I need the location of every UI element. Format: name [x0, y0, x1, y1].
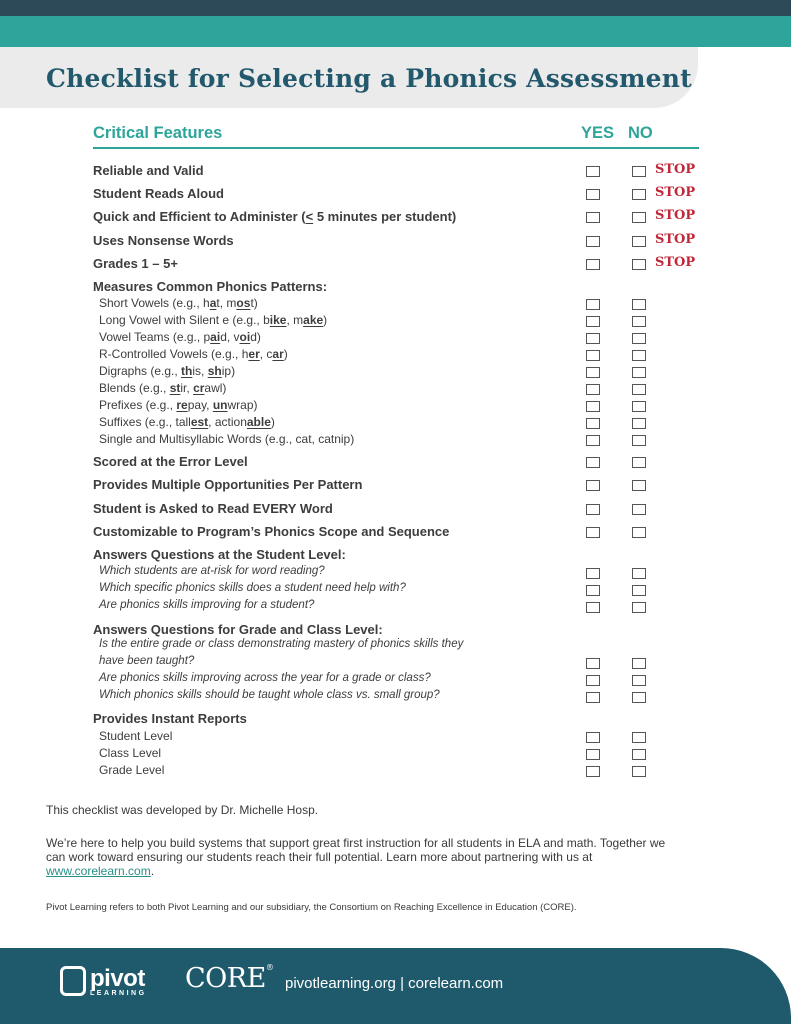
no-checkbox[interactable] — [632, 585, 646, 596]
yes-checkbox[interactable] — [586, 435, 600, 446]
question-label: Are phonics skills improving across the year for a grade or class? — [99, 672, 431, 684]
pattern-label: R-Controlled Vowels (e.g., her, car) — [99, 347, 288, 361]
no-checkbox[interactable] — [632, 480, 646, 491]
student-questions-heading: Answers Questions at the Student Level: — [93, 547, 346, 562]
no-checkbox[interactable] — [632, 166, 646, 177]
no-checkbox[interactable] — [632, 749, 646, 760]
yes-checkbox[interactable] — [586, 166, 600, 177]
feature-label: Scored at the Error Level — [93, 454, 248, 469]
pivot-wordmark: pivot — [90, 965, 145, 992]
stop-label: STOP — [655, 162, 696, 177]
pattern-label: Short Vowels (e.g., hat, most) — [99, 296, 258, 310]
top-band-teal — [0, 16, 791, 47]
no-checkbox[interactable] — [632, 189, 646, 200]
pattern-label: Vowel Teams (e.g., paid, void) — [99, 330, 261, 344]
pivot-mark-icon — [60, 966, 86, 996]
no-checkbox[interactable] — [632, 457, 646, 468]
yes-checkbox[interactable] — [586, 602, 600, 613]
yes-checkbox[interactable] — [586, 457, 600, 468]
no-checkbox[interactable] — [632, 367, 646, 378]
no-checkbox[interactable] — [632, 212, 646, 223]
yes-checkbox[interactable] — [586, 675, 600, 686]
question-label: Is the entire grade or class demonstrating mastery of phonics skills they — [99, 638, 464, 650]
no-checkbox[interactable] — [632, 602, 646, 613]
no-checkbox[interactable] — [632, 568, 646, 579]
yes-checkbox[interactable] — [586, 692, 600, 703]
yes-checkbox[interactable] — [586, 212, 600, 223]
yes-checkbox[interactable] — [586, 401, 600, 412]
yes-checkbox[interactable] — [586, 367, 600, 378]
pattern-label: Prefixes (e.g., repay, unwrap) — [99, 398, 258, 412]
critical-features-heading: Critical Features — [93, 124, 223, 142]
pattern-label: Suffixes (e.g., tallest, actionable) — [99, 415, 275, 429]
feature-label: Grades 1 – 5+ — [93, 256, 178, 271]
question-label: Which students are at-risk for word reading? — [99, 565, 325, 577]
yes-checkbox[interactable] — [586, 333, 600, 344]
feature-label: Student Reads Aloud — [93, 186, 224, 201]
no-checkbox[interactable] — [632, 675, 646, 686]
page-title: Checklist for Selecting a Phonics Assessment — [46, 64, 692, 93]
pattern-label: Long Vowel with Silent e (e.g., bike, make) — [99, 313, 328, 327]
help-paragraph — [46, 836, 736, 878]
no-checkbox[interactable] — [632, 732, 646, 743]
no-checkbox[interactable] — [632, 418, 646, 429]
help-line-1: We’re here to help you build systems that support great first instruction for all students in ELA and math. Together we — [46, 836, 666, 850]
no-checkbox[interactable] — [632, 299, 646, 310]
help-line-2: can work toward ensuring our students reach their full potential. Learn more about partnering with us at — [46, 850, 593, 864]
stop-label: STOP — [655, 232, 696, 247]
checklist — [93, 124, 699, 784]
yes-checkbox[interactable] — [586, 585, 600, 596]
footer-links[interactable]: pivotlearning.org | corelearn.com — [285, 975, 504, 992]
yes-checkbox[interactable] — [586, 766, 600, 777]
question-label: Which specific phonics skills does a student need help with? — [99, 582, 406, 594]
yes-checkbox[interactable] — [586, 316, 600, 327]
no-checkbox[interactable] — [632, 236, 646, 247]
no-checkbox[interactable] — [632, 435, 646, 446]
question-label: Which phonics skills should be taught whole class vs. small group? — [99, 689, 440, 701]
no-checkbox[interactable] — [632, 401, 646, 412]
yes-checkbox[interactable] — [586, 732, 600, 743]
developed-by-text: This checklist was developed by Dr. Michelle Hosp. — [46, 803, 319, 817]
yes-checkbox[interactable] — [586, 350, 600, 361]
header-rule — [93, 147, 699, 149]
no-checkbox[interactable] — [632, 527, 646, 538]
no-checkbox[interactable] — [632, 316, 646, 327]
yes-checkbox[interactable] — [586, 480, 600, 491]
feature-label: Quick and Efficient to Administer (< 5 minutes per student) — [93, 209, 457, 224]
no-checkbox[interactable] — [632, 333, 646, 344]
report-label: Grade Level — [99, 763, 165, 777]
pattern-label: Digraphs (e.g., this, ship) — [99, 364, 236, 378]
yes-checkbox[interactable] — [586, 384, 600, 395]
pivot-learning-logo — [60, 966, 160, 998]
stop-label: STOP — [655, 185, 696, 200]
yes-checkbox[interactable] — [586, 504, 600, 515]
yes-checkbox[interactable] — [586, 299, 600, 310]
help-line-3: www.corelearn.com. — [46, 864, 155, 878]
corelearn-link[interactable]: www.corelearn.com — [46, 864, 151, 878]
no-checkbox[interactable] — [632, 658, 646, 669]
core-logo: CORE® — [185, 963, 274, 994]
yes-column-heading: YES — [581, 124, 615, 142]
question-label: Are phonics skills improving for a student? — [99, 599, 315, 611]
no-checkbox[interactable] — [632, 259, 646, 270]
patterns-heading: Measures Common Phonics Patterns: — [93, 279, 328, 294]
feature-label: Customizable to Program’s Phonics Scope and Sequence — [93, 524, 450, 539]
yes-checkbox[interactable] — [586, 658, 600, 669]
yes-checkbox[interactable] — [586, 236, 600, 247]
no-checkbox[interactable] — [632, 766, 646, 777]
feature-label: Student is Asked to Read EVERY Word — [93, 501, 333, 516]
yes-checkbox[interactable] — [586, 568, 600, 579]
yes-checkbox[interactable] — [586, 749, 600, 760]
yes-checkbox[interactable] — [586, 527, 600, 538]
pattern-label: Blends (e.g., stir, crawl) — [99, 381, 227, 395]
yes-checkbox[interactable] — [586, 418, 600, 429]
question-label: have been taught? — [99, 655, 195, 667]
pattern-label: Single and Multisyllabic Words (e.g., cat, catnip) — [99, 432, 355, 446]
pivot-subtext: LEARNING — [90, 990, 147, 997]
no-column-heading: NO — [628, 124, 653, 142]
yes-checkbox[interactable] — [586, 189, 600, 200]
yes-checkbox[interactable] — [586, 259, 600, 270]
stop-label: STOP — [655, 255, 696, 270]
report-label: Student Level — [99, 729, 173, 743]
report-label: Class Level — [99, 746, 162, 760]
pivot-note: Pivot Learning refers to both Pivot Learning and our subsidiary, the Consortium on Reaching Excellence in Education (CORE). — [46, 902, 577, 913]
top-band-dark — [0, 0, 791, 16]
reports-heading: Provides Instant Reports — [93, 711, 247, 726]
feature-label: Provides Multiple Opportunities Per Pattern — [93, 477, 363, 492]
feature-label: Reliable and Valid — [93, 163, 204, 178]
no-checkbox[interactable] — [632, 350, 646, 361]
no-checkbox[interactable] — [632, 504, 646, 515]
no-checkbox[interactable] — [632, 384, 646, 395]
no-checkbox[interactable] — [632, 692, 646, 703]
stop-label: STOP — [655, 208, 696, 223]
feature-label: Uses Nonsense Words — [93, 233, 234, 248]
class-questions-heading: Answers Questions for Grade and Class Level: — [93, 622, 383, 637]
